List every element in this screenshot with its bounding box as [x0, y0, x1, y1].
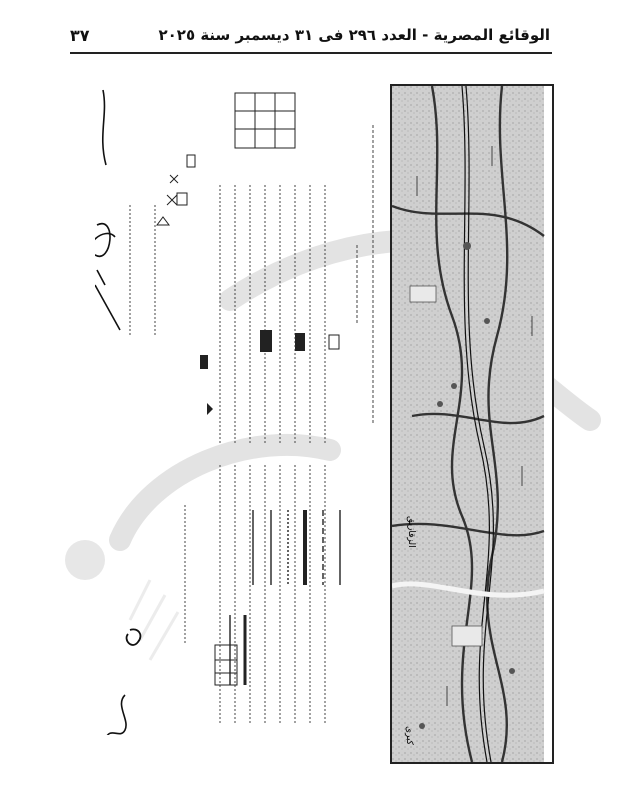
- map-drawing: [392, 86, 552, 762]
- gazette-title: الوقائع المصرية - العدد ٢٩٦ فى ٣١ ديسمبر سنة ٢٠٢٥: [158, 26, 550, 44]
- survey-map: [390, 84, 554, 764]
- map-city-label: الزقازيق: [406, 516, 416, 548]
- page-number: ٣٧: [70, 26, 90, 45]
- header-rule: [70, 52, 552, 54]
- page-header: [70, 26, 550, 52]
- map-frame-label: كبرى: [404, 726, 414, 746]
- map-legend: [95, 85, 380, 735]
